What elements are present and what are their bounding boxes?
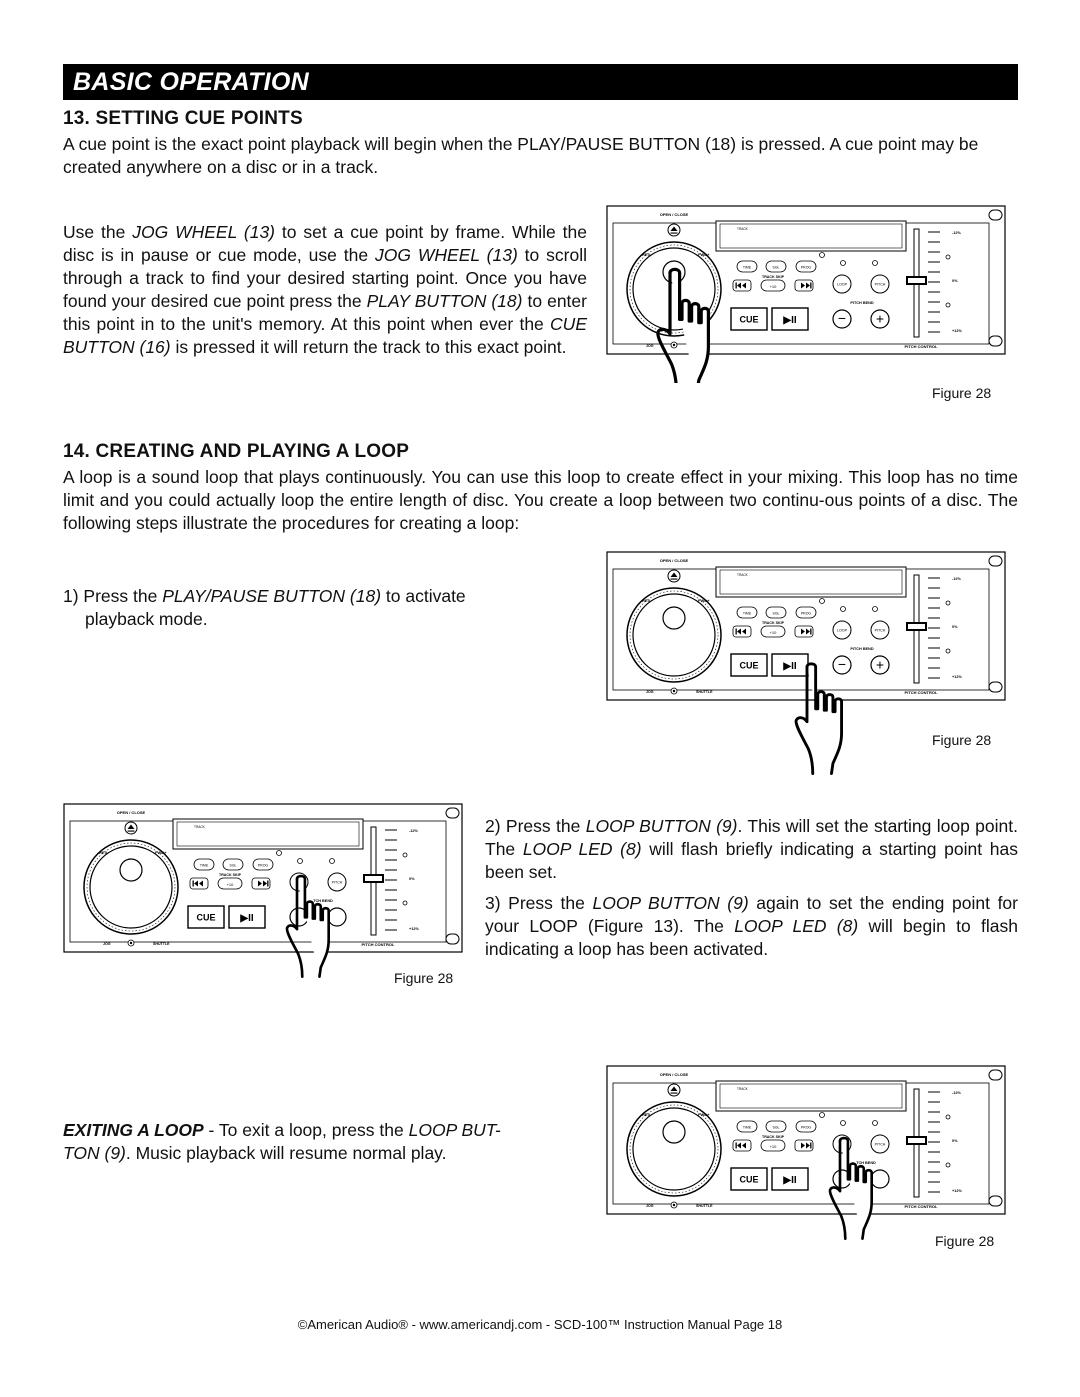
svg-text:PITCH: PITCH xyxy=(874,1142,886,1147)
svg-text:TCH BEND: TCH BEND xyxy=(313,899,333,903)
svg-text:+12%: +12% xyxy=(952,675,962,679)
svg-text:CUE: CUE xyxy=(739,1174,759,1185)
svg-text:OPEN / CLOSE: OPEN / CLOSE xyxy=(659,558,689,563)
svg-text:TIME: TIME xyxy=(199,863,209,868)
label-range-bottom: +12% xyxy=(952,329,962,333)
svg-text:+10: +10 xyxy=(226,882,234,887)
section-14-heading: 14. CREATING AND PLAYING A LOOP xyxy=(63,441,410,462)
svg-text:TIME: TIME xyxy=(742,611,752,616)
label-jog: JOG xyxy=(646,344,654,348)
step-3-text: 3) Press the LOOP BUTTON (9) again to set the ending point for your LOOP (Figure 13). The LOOP LED (8) will begin to flash indicating a loop has been activated. xyxy=(485,893,1018,959)
svg-text:CUE: CUE xyxy=(739,660,759,671)
svg-text:REV-: REV- xyxy=(99,850,109,855)
exit-loop-text: EXITING A LOOP - To exit a loop, press the LOOP BUT- TON (9). Music playback will resume normal play. xyxy=(63,1120,501,1163)
page-footer: ©American Audio® - www.americandj.com - SCD-100™ Instruction Manual Page 18 xyxy=(297,1317,783,1332)
play-button-label: ▶II xyxy=(783,315,797,326)
label-open-close: OPEN / CLOSE xyxy=(659,212,689,217)
svg-text:TRACK: TRACK xyxy=(737,573,748,577)
pitch-minus-label: − xyxy=(837,310,847,326)
section-13-heading: 13. SETTING CUE POINTS xyxy=(63,108,303,129)
svg-text:PITCH: PITCH xyxy=(331,880,343,885)
svg-text:PROG: PROG xyxy=(800,611,812,616)
svg-text:0%: 0% xyxy=(952,625,958,629)
svg-text:TRACK: TRACK xyxy=(737,1087,748,1091)
pitch-plus-label: + xyxy=(875,310,885,327)
svg-text:OPEN / CLOSE: OPEN / CLOSE xyxy=(659,1072,689,1077)
svg-text:SGL: SGL xyxy=(772,1125,780,1130)
figure-14c-label: Figure 28 xyxy=(935,1233,995,1249)
label-track-skip: TRACK SKIP xyxy=(762,275,784,279)
section-banner xyxy=(63,64,1018,100)
figure-jog-wheel xyxy=(606,205,1008,383)
svg-text:PITCH BEND: PITCH BEND xyxy=(850,647,874,651)
svg-text:SHUTTLE: SHUTTLE xyxy=(696,690,713,694)
figure-14a-label: Figure 28 xyxy=(932,732,992,748)
label-range-mid: 0% xyxy=(952,279,958,283)
svg-text:▶II: ▶II xyxy=(783,1175,797,1186)
svg-text:OPEN / CLOSE: OPEN / CLOSE xyxy=(116,810,146,815)
svg-text:SHUTTLE: SHUTTLE xyxy=(153,942,170,946)
svg-text:SHUTTLE: SHUTTLE xyxy=(696,1204,713,1208)
svg-text:+12%: +12% xyxy=(409,927,419,931)
section-14-intro: A loop is a sound loop that plays continuously. You can use this loop to create effect in your mixing. This loop has no time limit and you could actually loop the entire length of disc. You create a loop between two continu-ous points of a disc. The following steps illustrate the procedures for creating a loop: xyxy=(63,467,1018,533)
svg-text:+10: +10 xyxy=(769,630,777,635)
svg-text:JOG: JOG xyxy=(646,1204,654,1208)
step-2-text: 2) Press the LOOP BUTTON (9). This will set the starting loop point. The LOOP LED (8) will flash briefly indicating a starting point has been set. xyxy=(485,816,1018,882)
svg-text:−: − xyxy=(837,656,847,672)
label-fwd: FWD+ xyxy=(698,252,710,257)
label-pitch-bend: PITCH BEND xyxy=(850,301,874,305)
svg-text:JOG: JOG xyxy=(103,942,111,946)
svg-text:LOOP: LOOP xyxy=(837,628,847,633)
label-rev: REV- xyxy=(642,252,652,257)
svg-text:CUE: CUE xyxy=(196,912,216,923)
svg-text:-12%: -12% xyxy=(409,829,418,833)
svg-text:PITCH CONTROL: PITCH CONTROL xyxy=(361,942,395,947)
svg-text:REV-: REV- xyxy=(642,598,652,603)
svg-text:0%: 0% xyxy=(409,877,415,881)
svg-text:▶II: ▶II xyxy=(783,661,797,672)
svg-text:TIME: TIME xyxy=(742,1125,752,1130)
svg-text:PITCH CONTROL: PITCH CONTROL xyxy=(904,1204,938,1209)
svg-text:TRACK SKIP: TRACK SKIP xyxy=(762,1135,784,1139)
svg-text:JOG: JOG xyxy=(646,690,654,694)
svg-text:TCH BEND: TCH BEND xyxy=(856,1161,876,1165)
svg-text:TRACK SKIP: TRACK SKIP xyxy=(219,873,241,877)
cue-button-label: CUE xyxy=(739,314,759,325)
svg-text:SGL: SGL xyxy=(229,863,237,868)
svg-text:FWD+: FWD+ xyxy=(698,1112,710,1117)
svg-text:FWD+: FWD+ xyxy=(155,850,167,855)
svg-text:PITCH CONTROL: PITCH CONTROL xyxy=(904,690,938,695)
label-prog: PROG xyxy=(800,265,812,270)
svg-text:▶II: ▶II xyxy=(240,913,254,924)
svg-text:TRACK: TRACK xyxy=(194,825,205,829)
label-plus10: +10 xyxy=(769,284,777,289)
label-loop: LOOP xyxy=(837,282,847,287)
svg-text:-12%: -12% xyxy=(952,1091,961,1095)
section-13-body: Use the JOG WHEEL (13) to set a cue point by frame. While the disc is in pause or cue mode, use the JOG WHEEL (13) to scroll through a track to find your desired starting point. Once you have found your desired cue point press the PLAY BUTTON (18) to enter this point in to the unit's memory. At this point when ever the CUE BUTTON (16) is pressed it will return the track to this exact point. xyxy=(63,222,588,357)
svg-text:-12%: -12% xyxy=(952,577,961,581)
svg-text:+10: +10 xyxy=(769,1144,777,1149)
svg-text:TRACK SKIP: TRACK SKIP xyxy=(762,621,784,625)
step-1-text: 1) Press the PLAY/PAUSE BUTTON (18) to activate playback mode. xyxy=(63,586,466,629)
figure-14b-label: Figure 28 xyxy=(394,970,454,986)
svg-text:PROG: PROG xyxy=(800,1125,812,1130)
figure-13-label: Figure 28 xyxy=(932,385,992,401)
label-range-top: -12% xyxy=(952,231,961,235)
svg-text:0%: 0% xyxy=(952,1139,958,1143)
svg-text:REV-: REV- xyxy=(642,1112,652,1117)
label-pitch: PITCH xyxy=(874,282,886,287)
banner-title: BASIC OPERATION xyxy=(73,68,309,96)
svg-text:FWD+: FWD+ xyxy=(698,598,710,603)
svg-text:+12%: +12% xyxy=(952,1189,962,1193)
section-13-intro: A cue point is the exact point playback will begin when the PLAY/PAUSE BUTTON (18) is pressed. A cue point may be created anywhere on a disc or in a track. xyxy=(63,134,979,177)
label-time: TIME xyxy=(742,265,752,270)
svg-text:PITCH: PITCH xyxy=(874,628,886,633)
svg-text:PROG: PROG xyxy=(257,863,269,868)
label-track: TRACK xyxy=(737,227,748,231)
svg-text:+: + xyxy=(875,656,885,673)
label-sgl: SGL xyxy=(772,265,780,270)
svg-text:SGL: SGL xyxy=(772,611,780,616)
label-pitch-control: PITCH CONTROL xyxy=(904,344,938,349)
